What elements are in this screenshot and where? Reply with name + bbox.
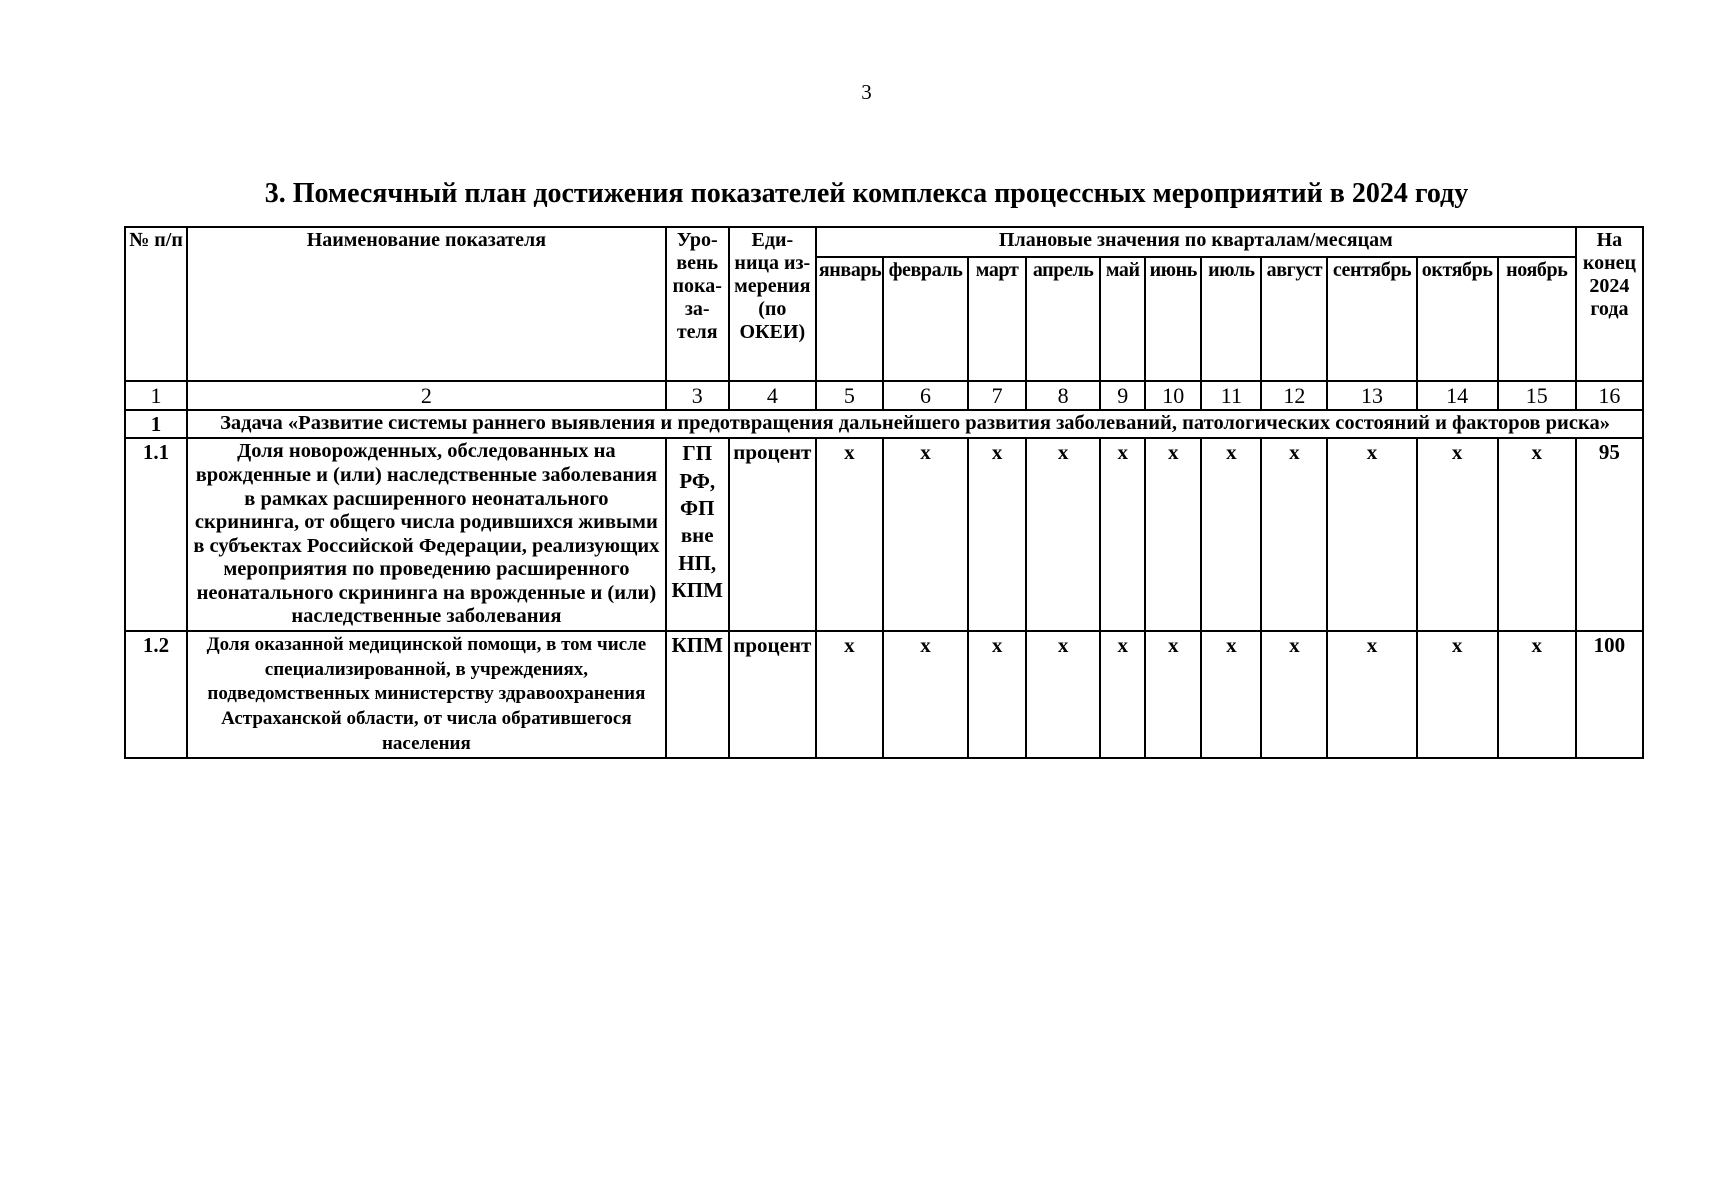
month-value: x — [1417, 438, 1498, 631]
month-header: март — [968, 257, 1026, 381]
month-value: x — [1261, 631, 1327, 758]
table-row — [125, 631, 1643, 758]
indicator-level: ГП РФ, ФП вне НП, КПМ — [666, 438, 729, 631]
column-index: 3 — [666, 381, 729, 410]
column-index: 8 — [1026, 381, 1100, 410]
header-unit: Еди-ница из-мерения (по ОКЕИ) — [729, 227, 816, 381]
month-value: x — [1026, 438, 1100, 631]
column-index: 16 — [1576, 381, 1643, 410]
month-header: февраль — [883, 257, 968, 381]
indicator-name: Доля новорожденных, обследованных на врожденные и (или) наследственные заболевания в рамках расширенного неонатального скрининга, от общего числа родившихся живыми в субъектах Российской Федерации, реализующих мероприятия по проведению расширенного неонатального скрининга на врожденные и (или) наследственные заболевания — [187, 438, 666, 631]
document-title: 3. Помесячный план достижения показателей комплекса процессных мероприятий в 2024 году — [264, 178, 1469, 209]
task-row — [125, 410, 1643, 438]
header-num: № п/п — [125, 227, 187, 381]
month-value: x — [1201, 438, 1261, 631]
column-index: 9 — [1100, 381, 1145, 410]
indicator-unit: процент — [729, 631, 816, 758]
indicator-unit: процент — [729, 438, 816, 631]
month-value: x — [1498, 438, 1576, 631]
month-header: октябрь — [1417, 257, 1498, 381]
column-index: 11 — [1201, 381, 1261, 410]
header-plan-group: Плановые значения по кварталам/месяцам — [816, 227, 1576, 257]
column-index: 7 — [968, 381, 1026, 410]
month-value: x — [968, 631, 1026, 758]
month-header: июль — [1201, 257, 1261, 381]
header-end-of-year: На конец 2024 года — [1576, 227, 1643, 381]
column-index: 10 — [1145, 381, 1201, 410]
header-level: Уро-вень пока-за-теля — [666, 227, 729, 381]
month-value: x — [883, 438, 968, 631]
month-value: x — [1498, 631, 1576, 758]
month-value: x — [1327, 438, 1416, 631]
month-value: x — [1145, 631, 1201, 758]
task-text: Задача «Развитие системы раннего выявления и предотвращения дальнейшего развития заболеваний, патологических состояний и факторов риска» — [187, 410, 1643, 438]
month-value: x — [1261, 438, 1327, 631]
indicator-name: Доля оказанной медицинской помощи, в том числе специализированной, в учреждениях, подведомственных министерству здравоохранения Астраханской области, от числа обратившегося населения — [187, 631, 666, 758]
month-value: x — [1100, 438, 1145, 631]
task-number: 1 — [125, 410, 187, 438]
month-value: x — [1201, 631, 1261, 758]
month-value: x — [1327, 631, 1416, 758]
page-number: 3 — [861, 80, 872, 104]
column-index-row — [125, 381, 1643, 410]
row-number: 1.1 — [125, 438, 187, 631]
month-header: сентябрь — [1327, 257, 1416, 381]
column-index: 13 — [1327, 381, 1416, 410]
column-index: 2 — [187, 381, 666, 410]
month-value: x — [968, 438, 1026, 631]
month-value: x — [1145, 438, 1201, 631]
column-index: 5 — [816, 381, 883, 410]
month-value: x — [816, 438, 883, 631]
month-value: x — [1026, 631, 1100, 758]
header-indicator-name: Наименование показателя — [187, 227, 666, 381]
column-index: 12 — [1261, 381, 1327, 410]
month-header: ноябрь — [1498, 257, 1576, 381]
month-header: май — [1100, 257, 1145, 381]
column-index: 1 — [125, 381, 187, 410]
column-index: 4 — [729, 381, 816, 410]
indicator-level: КПМ — [666, 631, 729, 758]
end-of-year-value: 100 — [1576, 631, 1643, 758]
month-header: апрель — [1026, 257, 1100, 381]
column-index: 15 — [1498, 381, 1576, 410]
row-number: 1.2 — [125, 631, 187, 758]
month-value: x — [883, 631, 968, 758]
column-index: 14 — [1417, 381, 1498, 410]
month-header: август — [1261, 257, 1327, 381]
month-header: июнь — [1145, 257, 1201, 381]
month-header: январь — [816, 257, 883, 381]
monthly-plan-table — [124, 226, 1644, 759]
end-of-year-value: 95 — [1576, 438, 1643, 631]
table-row — [125, 438, 1643, 631]
month-value: x — [1417, 631, 1498, 758]
month-value: x — [816, 631, 883, 758]
header-row-top — [125, 227, 1643, 257]
column-index: 6 — [883, 381, 968, 410]
month-value: x — [1100, 631, 1145, 758]
